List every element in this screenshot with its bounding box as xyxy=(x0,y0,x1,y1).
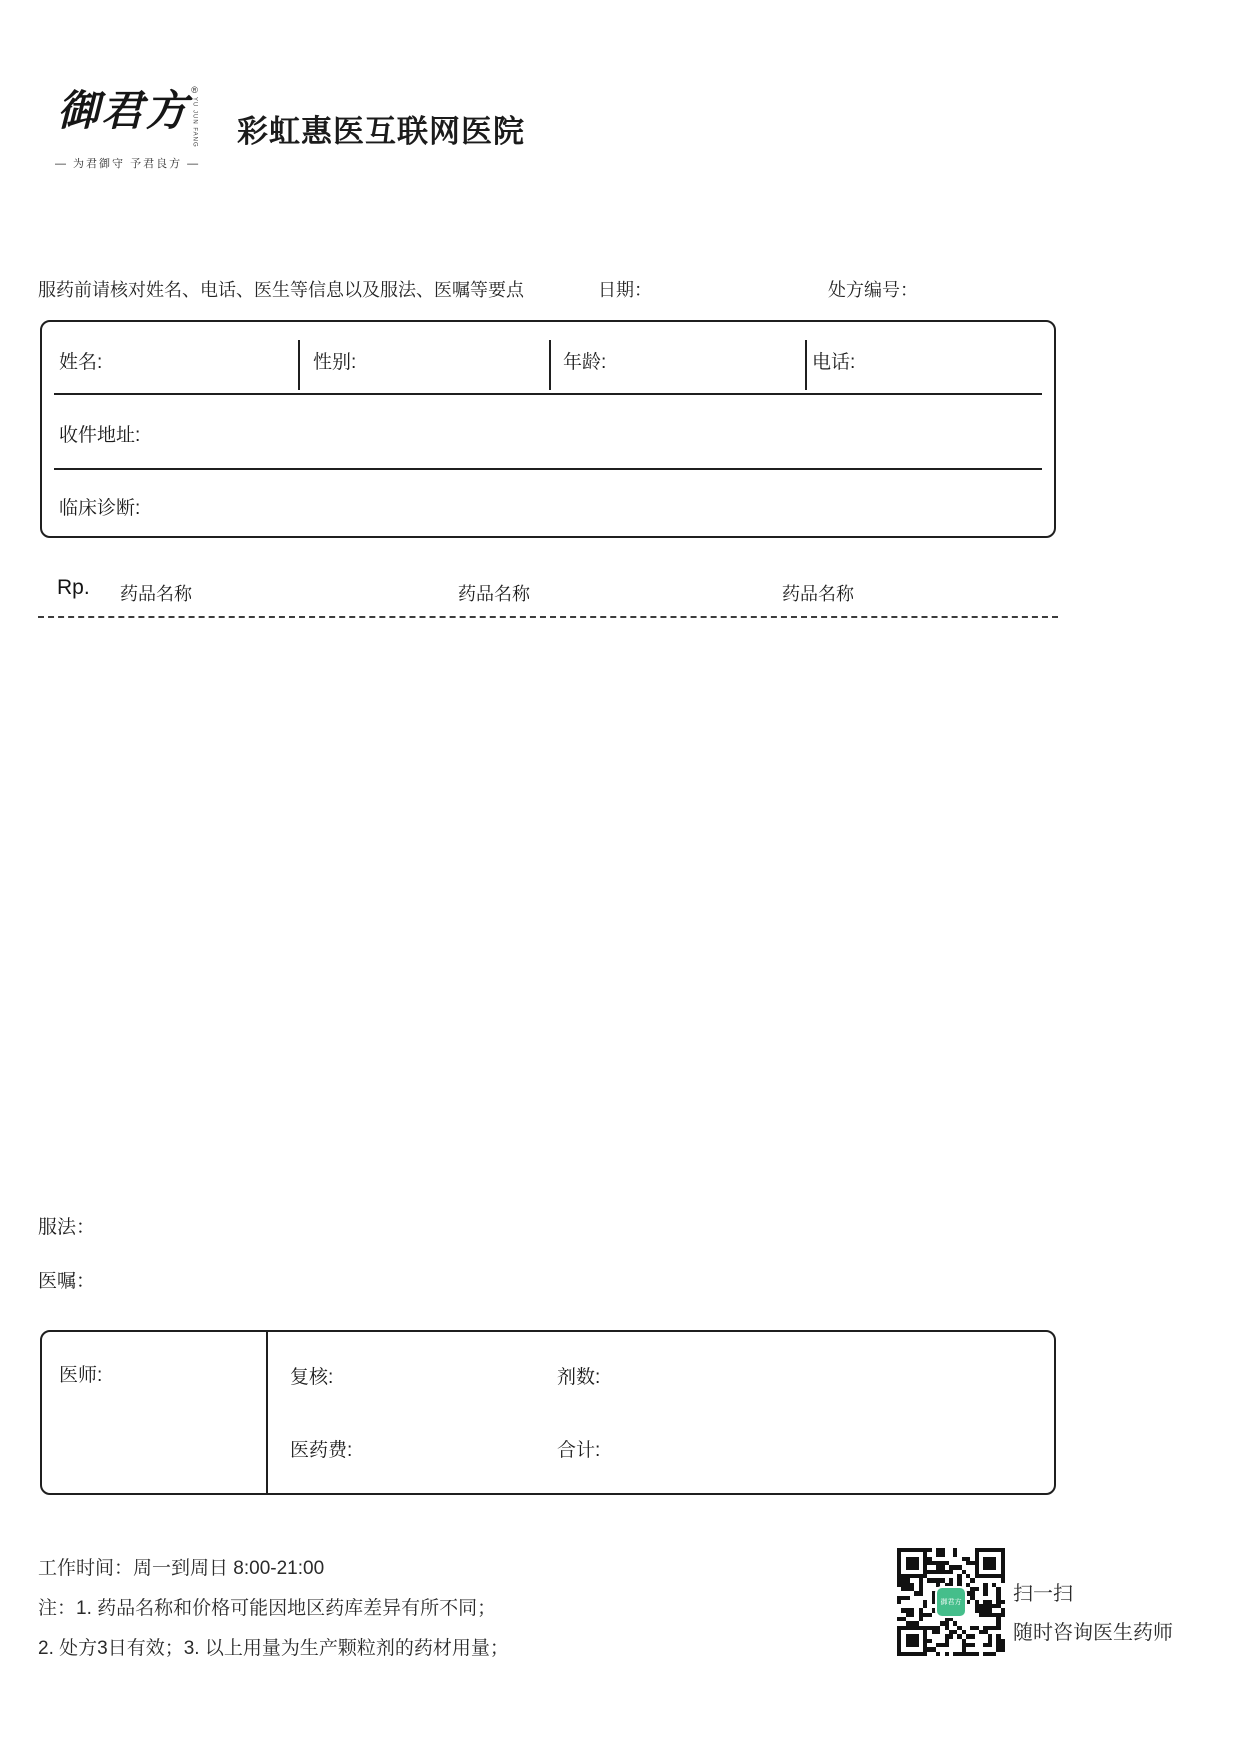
patient-name-label: 姓名: xyxy=(59,352,103,373)
column-divider xyxy=(805,340,807,390)
column-divider xyxy=(549,340,551,390)
dashed-separator xyxy=(38,616,1058,618)
total-label: 合计: xyxy=(557,1440,601,1461)
medicine-fee-label: 医药费: xyxy=(290,1440,353,1461)
signature-box xyxy=(40,1330,1056,1495)
row-divider xyxy=(54,393,1042,395)
working-hours-text: 工作时间：周一到周日 8:00-21:00 xyxy=(38,1558,325,1579)
rp-label: Rp. xyxy=(57,576,90,599)
hospital-name: 彩虹惠医互联网医院 xyxy=(237,114,525,149)
date-label: 日期： xyxy=(598,280,652,300)
brand-logo-text: 御君方 xyxy=(57,86,190,135)
shipping-address-label: 收件地址: xyxy=(59,425,141,446)
note-line-2: 2. 处方3日有效；3. 以上用量为生产颗粒剂的药材用量； xyxy=(38,1638,509,1659)
brand-logo-mark-column xyxy=(191,86,198,148)
doctor-label: 医师: xyxy=(59,1365,103,1386)
drug-name-column-header: 药品名称 xyxy=(458,584,530,604)
medication-check-notice: 服药前请核对姓名、电话、医生等信息以及服法、医嘱等要点 xyxy=(38,280,524,300)
qr-logo-text: 御君方 xyxy=(940,1599,962,1606)
patient-phone-label: 电话: xyxy=(812,352,856,373)
registered-trademark-icon: ® xyxy=(191,85,198,95)
column-divider xyxy=(298,340,300,390)
patient-gender-label: 性别: xyxy=(313,352,357,373)
drug-name-column-header: 药品名称 xyxy=(782,584,854,604)
qr-code xyxy=(897,1548,1005,1656)
qr-center-logo xyxy=(935,1586,967,1618)
scan-qr-title: 扫一扫 xyxy=(1013,1583,1073,1605)
doctor-advice-label: 医嘱： xyxy=(38,1271,96,1292)
dose-count-label: 剂数: xyxy=(557,1367,601,1388)
brand-logo xyxy=(55,85,201,171)
brand-logo-pinyin: YU JUN FANG xyxy=(191,97,198,148)
note-line-1: 注：1. 药品名称和价格可能因地区药库差异有所不同； xyxy=(38,1598,497,1619)
reviewer-label: 复核: xyxy=(290,1367,334,1388)
patient-age-label: 年龄: xyxy=(563,352,607,373)
brand-slogan: — 为君御守 予君良方 — xyxy=(55,157,201,170)
scan-qr-subtitle: 随时咨询医生药师 xyxy=(1013,1622,1173,1644)
clinical-diagnosis-label: 临床诊断: xyxy=(59,498,141,519)
patient-info-box xyxy=(40,320,1056,538)
brand-logo-row xyxy=(57,85,198,148)
prescription-number-label: 处方编号： xyxy=(828,280,918,300)
usage-method-label: 服法： xyxy=(38,1217,96,1238)
row-divider xyxy=(54,468,1042,470)
drug-name-column-header: 药品名称 xyxy=(120,584,192,604)
signature-box-divider xyxy=(266,1332,268,1493)
